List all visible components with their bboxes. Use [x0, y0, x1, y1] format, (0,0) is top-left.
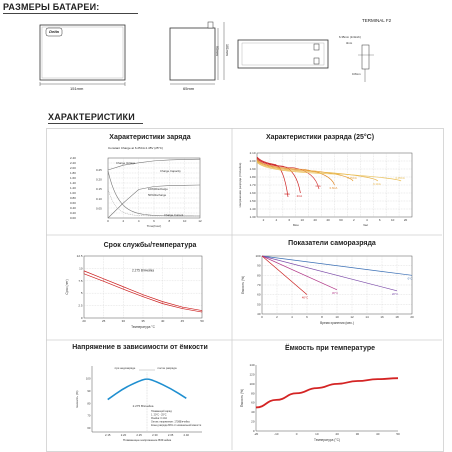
voltage-capacity-chart-title: Напряжение в зависимости от ёмкости — [72, 344, 208, 351]
self-x-tick: 2 — [276, 315, 278, 319]
life-y-tick: 0 — [80, 316, 83, 320]
life-x-label: Температура °C — [131, 325, 155, 329]
terminal-dimension-2: 3mm — [346, 41, 353, 45]
charge-50-discharge-label: 50%Discharge — [148, 193, 167, 197]
voltage-x-tick: 2.15 — [104, 433, 111, 437]
voltage-x-tick: 2.35 — [167, 433, 174, 437]
discharge-series-label: 1CA — [315, 184, 321, 188]
self-y-tick: 90 — [257, 263, 261, 268]
discharge-x-tick: 60 — [339, 218, 343, 222]
charge-mid-tick: 0.05 — [96, 206, 102, 211]
self-y-tick: 50 — [257, 302, 261, 307]
charge-mid-tick: 0.15 — [96, 187, 102, 192]
depth-dimension-label: 65mm — [183, 86, 195, 91]
captemp-line — [256, 378, 398, 407]
life-x-tick: 20 — [82, 319, 86, 323]
charge-left-tick: 1.00 — [70, 191, 76, 195]
self-series-label: 30°C — [331, 290, 339, 295]
captemp-x-tick: 0 — [295, 432, 298, 436]
charge-x-tick: 4 — [137, 219, 140, 223]
self-y-tick: 70 — [257, 283, 261, 287]
self-x-tick: 12 — [350, 315, 354, 319]
terminal-dimension-1: 6.35mm (1/4inch) — [339, 35, 361, 39]
captemp-y-tick: 40 — [251, 410, 255, 415]
charge-mid-tick: 0.10 — [96, 196, 102, 201]
self-x-tick: 20 — [410, 315, 414, 319]
captemp-x-label: Температура (°С) — [314, 438, 340, 442]
dimensions-title: РАЗМЕРЫ БАТАРЕИ: — [3, 2, 100, 12]
self-y-tick: 60 — [257, 292, 261, 297]
charge-left-tick: 2.20 — [70, 161, 76, 165]
terminal-dimension-3: 0.8mm — [352, 72, 361, 76]
charge-left-tick: 1.40 — [70, 181, 76, 185]
voltage-annotation: 2.275 В/ячейка — [132, 403, 154, 408]
discharge-x-tick: 40 — [326, 218, 330, 222]
captemp-y-tick: 120 — [249, 372, 255, 377]
discharge-y-tick: 1.70 — [249, 183, 256, 187]
voltage-y-label: Емкость (%) — [75, 390, 79, 408]
self-x-tick: 10 — [335, 315, 339, 319]
self-x-tick: 14 — [365, 315, 369, 319]
self-x-tick: 0 — [261, 315, 263, 319]
self-discharge-chart-title: Показатели саморазряда — [288, 240, 376, 247]
captemp-x-tick: 30 — [355, 432, 360, 436]
captemp-y-tick: 60 — [251, 400, 255, 405]
discharge-series-label: 0.6CA — [329, 186, 338, 190]
charge-left-tick: 2.00 — [70, 166, 76, 170]
life-y-tick: 7.5 — [78, 278, 83, 283]
captemp-x-tick: 50 — [396, 432, 400, 436]
captemp-y-tick: 20 — [251, 419, 255, 424]
discharge-y-tick: 1.40 — [249, 207, 256, 211]
voltage-note-line: 1. 20°С - 25°С — [151, 413, 167, 417]
discharge-y-label: Напряжение разряда (V/ячейка) — [238, 162, 242, 208]
charge-x-tick: 8 — [168, 219, 171, 223]
voltage-x-tick: 2.30 — [152, 433, 158, 437]
discharge-x-tick: 4 — [365, 218, 368, 222]
captemp-x-tick: 40 — [376, 432, 380, 436]
charge-current-label: Charge Current — [164, 213, 184, 217]
voltage-capacity-chart — [70, 356, 228, 448]
discharge-chart — [235, 145, 440, 233]
self-series-label: 0°C — [407, 276, 413, 281]
life-chart — [62, 250, 222, 338]
charge-left-tick: 1.20 — [70, 186, 76, 190]
life-x-tick: 35 — [141, 319, 145, 323]
self-series-label: 40°C — [301, 295, 309, 300]
voltage-y-tick: 70 — [87, 413, 91, 418]
discharge-x-tick: 10 — [300, 218, 304, 222]
discharge-series-label: 0.05CA — [395, 176, 405, 180]
terminal-label: TERMINAL F2 — [362, 18, 392, 23]
charge-left-tick: 1.60 — [70, 176, 76, 180]
brand-logo: Delta — [49, 29, 59, 34]
discharge-x-tick: 10 — [390, 218, 395, 222]
discharge-y-tick: 1.50 — [249, 199, 256, 203]
voltage-x-tick: 2.25 — [136, 433, 142, 437]
self-y-tick: 100 — [255, 254, 261, 258]
captemp-x-tick: 20 — [335, 432, 339, 436]
charge-capacity-label: Charge Capacity — [160, 169, 181, 173]
captemp-x-tick: -20 — [253, 432, 259, 436]
discharge-y-tick: 1.60 — [249, 191, 256, 195]
life-y-tick: 5 — [80, 291, 83, 296]
discharge-group-hour: Час — [362, 223, 369, 227]
discharge-y-tick: 2.10 — [249, 151, 256, 155]
self-y-tick: 40 — [257, 312, 261, 316]
capacity-temp-chart-title: Ёмкость при температуре — [284, 345, 376, 352]
charge-x-tick: 12 — [198, 219, 202, 223]
discharge-series-label: 0.25CA — [347, 176, 357, 180]
life-annotation: 2.275 В/ячейка — [131, 268, 155, 273]
discharge-series-label: 3CA — [284, 192, 290, 196]
charge-left-tick: 0.00 — [70, 216, 76, 220]
total-height-dimension-label: 101mm — [225, 44, 229, 56]
specs-title: ХАРАКТЕРИСТИКИ — [48, 112, 135, 122]
self-x-tick: 16 — [380, 315, 384, 319]
discharge-series-label: 0.1CA — [373, 182, 381, 186]
discharge-y-tick: 1.90 — [249, 167, 256, 171]
life-x-tick: 50 — [200, 319, 204, 323]
voltage-note-line: Оптим. напряжение: 1700В/ячейка — [151, 420, 190, 424]
self-discharge-chart — [236, 250, 436, 338]
discharge-x-tick: 20 — [403, 218, 408, 222]
self-x-tick: 8 — [321, 315, 323, 319]
life-y-tick: 10 — [79, 266, 83, 271]
life-y-label: Срок (лет) — [65, 279, 69, 295]
voltage-y-tick: 60 — [87, 426, 91, 430]
captemp-x-tick: -10 — [274, 432, 279, 436]
charge-x-tick: 0 — [107, 219, 109, 223]
self-x-label: Время хранения (мес.) — [320, 321, 354, 325]
discharge-series-label: 2CA — [296, 194, 303, 198]
charge-x-tick: 10 — [182, 219, 187, 223]
charge-left-tick: 0.20 — [70, 211, 76, 215]
voltage-y-tick: 100 — [85, 376, 91, 381]
life-chart-title: Срок службы/температура — [103, 242, 197, 249]
voltage-x-label: Плавающее напряжение В/Ячейка — [122, 438, 172, 442]
voltage-note-line: Конец разряда 80% от номинальной ёмкости — [151, 423, 202, 427]
life-y-tick: 2.5 — [78, 303, 83, 308]
captemp-y-label: Ёмкость (%) — [240, 388, 244, 408]
discharge-x-tick: 4 — [275, 218, 278, 222]
charge-chart-condition: Constant Charge at 6.25CA 2.45V (25°C) — [108, 146, 163, 150]
voltage-right-note: после разряда — [157, 366, 177, 370]
discharge-y-tick: 1.80 — [249, 175, 256, 179]
life-x-tick: 30 — [121, 319, 126, 323]
charge-left-tick: 1.80 — [70, 171, 76, 175]
captemp-y-tick: 0 — [252, 429, 255, 433]
captemp-y-tick: 100 — [249, 381, 255, 386]
charge-100-discharge-label: 100%Discharge — [148, 187, 168, 191]
self-series-label: 20°C — [391, 291, 399, 296]
voltage-y-tick: 80 — [87, 401, 91, 406]
charge-left-tick: 0.80 — [70, 196, 76, 200]
voltage-x-tick: 2.20 — [120, 433, 127, 437]
charge-chart-title: Характеристики заряда — [109, 134, 191, 141]
discharge-y-tick: 2.00 — [249, 159, 256, 163]
life-x-tick: 40 — [160, 319, 165, 323]
charge-left-tick: 0.60 — [70, 201, 76, 205]
life-x-tick: 25 — [101, 319, 106, 323]
self-x-tick: 4 — [291, 315, 293, 319]
charge-x-tick: 6 — [153, 219, 155, 223]
charge-chart — [66, 150, 216, 232]
charge-x-tick: 2 — [122, 219, 125, 223]
charge-mid-tick: 0.25 — [96, 168, 102, 172]
self-x-tick: 18 — [395, 315, 399, 319]
life-x-tick: 45 — [180, 319, 185, 323]
charge-x-label: Time(hour) — [146, 224, 162, 228]
height-dimension-label: 95mm — [215, 46, 219, 56]
capacity-temp-chart — [236, 355, 436, 447]
voltage-note-line: Ячейка: 0.1СА — [151, 417, 167, 420]
discharge-x-tick: 6 — [288, 218, 291, 222]
charge-mid-tick: 0.20 — [96, 177, 102, 182]
discharge-x-tick: 2 — [262, 218, 265, 222]
voltage-y-tick: 90 — [87, 388, 91, 393]
discharge-x-tick: 6 — [378, 218, 381, 222]
width-dimension-label: 151mm — [70, 86, 84, 91]
charge-left-tick: 2.40 — [70, 156, 76, 160]
discharge-chart-title: Характеристики разряда (25°С) — [265, 134, 375, 141]
captemp-y-tick: 140 — [249, 363, 255, 367]
discharge-x-tick: 20 — [313, 218, 317, 222]
charge-voltage-label: Charge Voltage — [116, 161, 136, 165]
self-y-tick: 80 — [257, 273, 261, 278]
discharge-y-tick: 1.30 — [249, 215, 256, 219]
life-y-tick: 12.5 — [76, 254, 83, 258]
self-x-tick: 6 — [306, 315, 308, 319]
charge-left-tick: 0.40 — [70, 206, 76, 210]
self-y-label: Емкость (%) — [241, 275, 245, 295]
captemp-x-tick: 10 — [315, 432, 319, 436]
voltage-note-line: Плавающий заряд: — [151, 410, 173, 414]
captemp-y-tick: 80 — [251, 391, 255, 396]
discharge-x-tick: 2 — [353, 218, 355, 222]
voltage-left-note: при недозаряде — [114, 366, 136, 370]
discharge-group-min: Мин — [292, 223, 299, 227]
voltage-x-tick: 2.40 — [183, 433, 190, 437]
